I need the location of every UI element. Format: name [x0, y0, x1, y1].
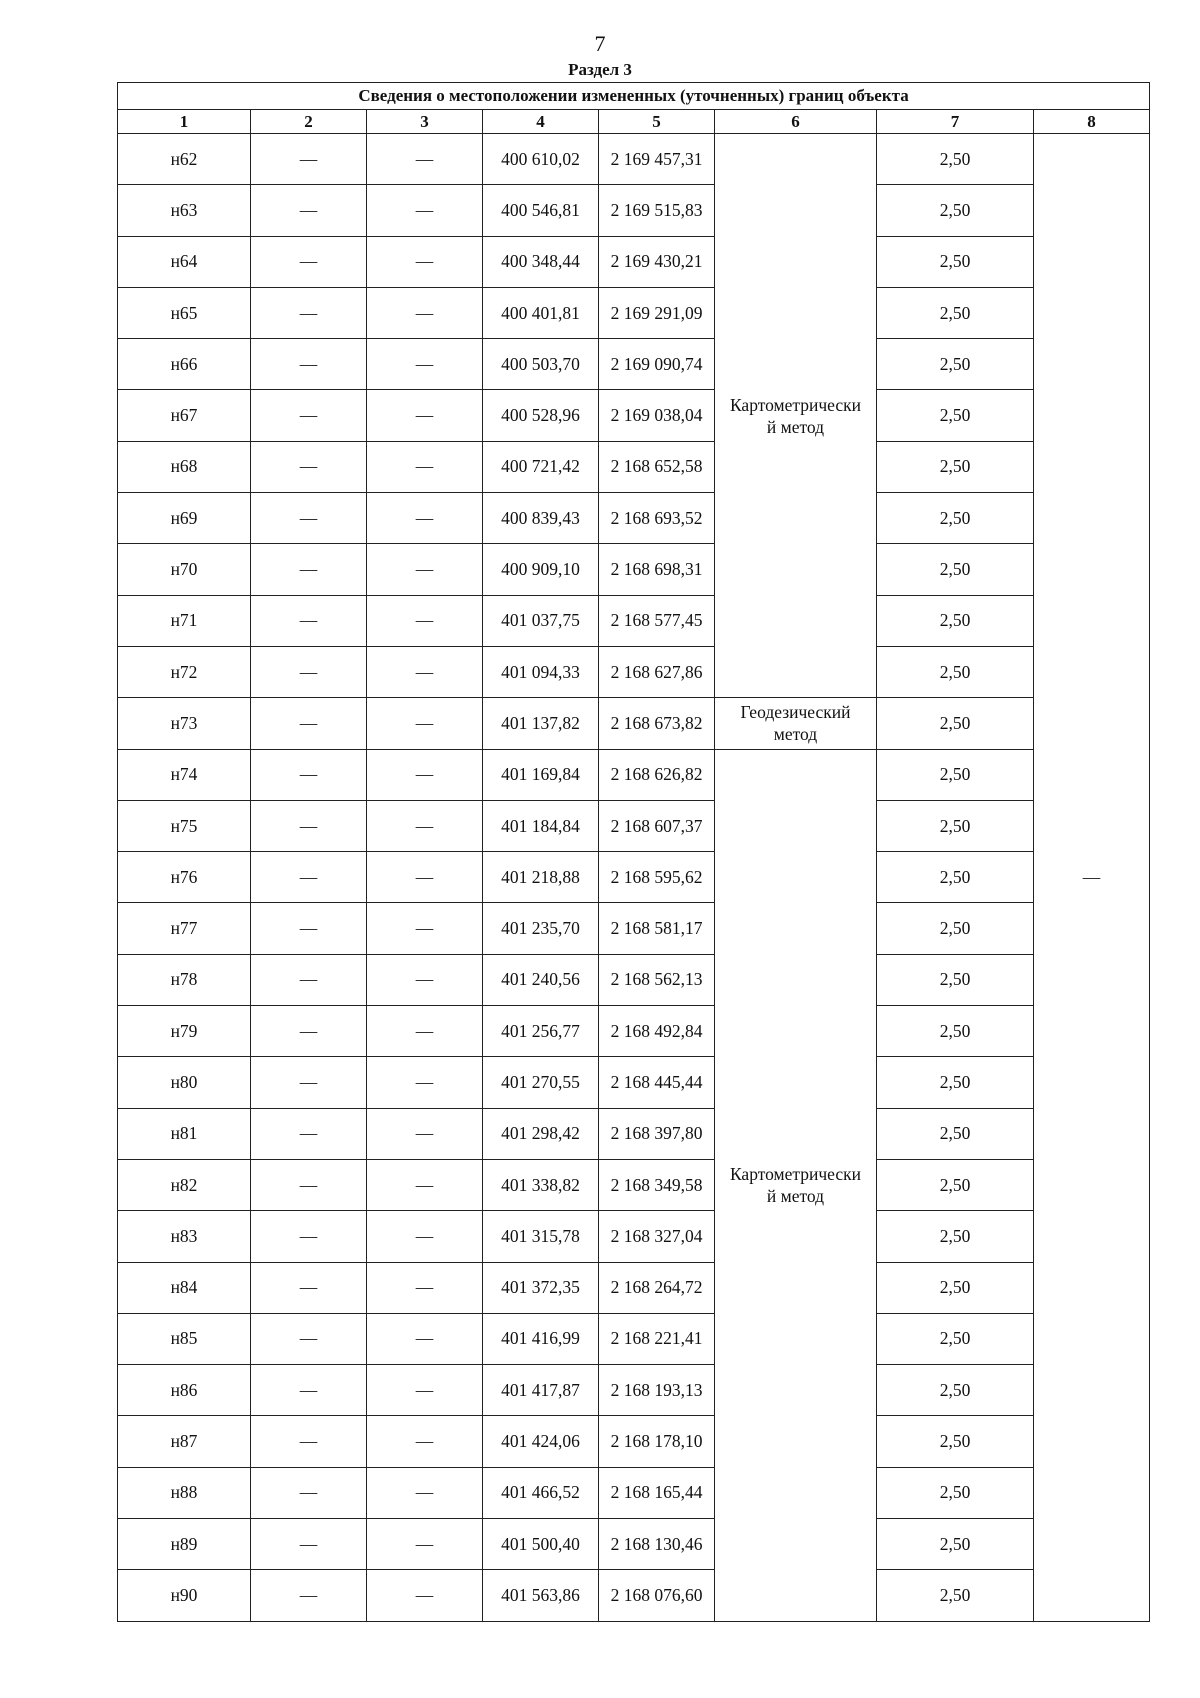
x-coordinate-cell: 400 348,44	[483, 236, 599, 287]
col2-cell: —	[251, 1006, 367, 1057]
point-cell: н71	[118, 595, 251, 646]
col3-cell: —	[367, 390, 483, 441]
accuracy-cell: 2,50	[877, 236, 1034, 287]
x-coordinate-cell: 401 338,82	[483, 1159, 599, 1210]
y-coordinate-cell: 2 169 038,04	[599, 390, 715, 441]
accuracy-cell: 2,50	[877, 1262, 1034, 1313]
col3-cell: —	[367, 441, 483, 492]
x-coordinate-cell: 400 546,81	[483, 185, 599, 236]
point-cell: н66	[118, 339, 251, 390]
column-header-1: 1	[118, 110, 251, 134]
table-row	[118, 493, 1150, 544]
col3-cell: —	[367, 954, 483, 1005]
accuracy-cell: 2,50	[877, 852, 1034, 903]
col3-cell: —	[367, 1262, 483, 1313]
point-cell: н84	[118, 1262, 251, 1313]
col2-cell: —	[251, 390, 367, 441]
point-cell: н85	[118, 1313, 251, 1364]
y-coordinate-cell: 2 169 457,31	[599, 134, 715, 185]
x-coordinate-cell: 400 528,96	[483, 390, 599, 441]
point-cell: н69	[118, 493, 251, 544]
x-coordinate-cell: 401 563,86	[483, 1570, 599, 1621]
x-coordinate-cell: 401 169,84	[483, 749, 599, 800]
table-row	[118, 134, 1150, 185]
y-coordinate-cell: 2 168 626,82	[599, 749, 715, 800]
table-row	[118, 1519, 1150, 1570]
accuracy-cell: 2,50	[877, 595, 1034, 646]
x-coordinate-cell: 401 137,82	[483, 698, 599, 749]
table-row	[118, 1006, 1150, 1057]
table-row	[118, 1416, 1150, 1467]
column-header-2: 2	[251, 110, 367, 134]
point-cell: н64	[118, 236, 251, 287]
column-header-3: 3	[367, 110, 483, 134]
accuracy-cell: 2,50	[877, 1365, 1034, 1416]
accuracy-cell: 2,50	[877, 134, 1034, 185]
x-coordinate-cell: 401 235,70	[483, 903, 599, 954]
col3-cell: —	[367, 287, 483, 338]
point-cell: н63	[118, 185, 251, 236]
y-coordinate-cell: 2 169 515,83	[599, 185, 715, 236]
x-coordinate-cell: 400 610,02	[483, 134, 599, 185]
column-header-6: 6	[715, 110, 877, 134]
point-cell: н79	[118, 1006, 251, 1057]
column-header-8: 8	[1034, 110, 1150, 134]
point-cell: н89	[118, 1519, 251, 1570]
col3-cell: —	[367, 852, 483, 903]
col2-cell: —	[251, 1467, 367, 1518]
col3-cell: —	[367, 749, 483, 800]
point-cell: н78	[118, 954, 251, 1005]
col2-cell: —	[251, 134, 367, 185]
col2-cell: —	[251, 1159, 367, 1210]
x-coordinate-cell: 401 037,75	[483, 595, 599, 646]
col2-cell: —	[251, 339, 367, 390]
y-coordinate-cell: 2 168 673,82	[599, 698, 715, 749]
section-title: Раздел 3	[568, 60, 632, 79]
accuracy-cell: 2,50	[877, 339, 1034, 390]
col2-cell: —	[251, 595, 367, 646]
col2-cell: —	[251, 236, 367, 287]
col2-cell: —	[251, 1211, 367, 1262]
x-coordinate-cell: 401 256,77	[483, 1006, 599, 1057]
table-caption: Сведения о местоположении измененных (уточненных) границ объекта	[118, 83, 1150, 110]
col3-cell: —	[367, 493, 483, 544]
col2-cell: —	[251, 1108, 367, 1159]
y-coordinate-cell: 2 169 291,09	[599, 287, 715, 338]
table-row	[118, 1108, 1150, 1159]
col3-cell: —	[367, 1570, 483, 1621]
table-row	[118, 390, 1150, 441]
table-row	[118, 749, 1150, 800]
table-row	[118, 1057, 1150, 1108]
point-cell: н77	[118, 903, 251, 954]
col2-cell: —	[251, 441, 367, 492]
method-cell: Картометрически й метод	[715, 749, 877, 1621]
y-coordinate-cell: 2 168 577,45	[599, 595, 715, 646]
y-coordinate-cell: 2 169 090,74	[599, 339, 715, 390]
y-coordinate-cell: 2 168 492,84	[599, 1006, 715, 1057]
y-coordinate-cell: 2 168 627,86	[599, 646, 715, 697]
accuracy-cell: 2,50	[877, 903, 1034, 954]
table-row	[118, 1365, 1150, 1416]
x-coordinate-cell: 401 218,88	[483, 852, 599, 903]
col2-cell: —	[251, 287, 367, 338]
point-cell: н72	[118, 646, 251, 697]
method-cell: Картометрически й метод	[715, 134, 877, 698]
y-coordinate-cell: 2 168 562,13	[599, 954, 715, 1005]
x-coordinate-cell: 401 184,84	[483, 800, 599, 851]
col3-cell: —	[367, 1057, 483, 1108]
accuracy-cell: 2,50	[877, 749, 1034, 800]
col2-cell: —	[251, 800, 367, 851]
col2-cell: —	[251, 493, 367, 544]
table-row	[118, 1159, 1150, 1210]
y-coordinate-cell: 2 168 581,17	[599, 903, 715, 954]
point-cell: н68	[118, 441, 251, 492]
point-cell: н82	[118, 1159, 251, 1210]
y-coordinate-cell: 2 168 397,80	[599, 1108, 715, 1159]
point-cell: н75	[118, 800, 251, 851]
x-coordinate-cell: 401 417,87	[483, 1365, 599, 1416]
x-coordinate-cell: 400 503,70	[483, 339, 599, 390]
point-cell: н86	[118, 1365, 251, 1416]
x-coordinate-cell: 400 839,43	[483, 493, 599, 544]
col3-cell: —	[367, 1006, 483, 1057]
x-coordinate-cell: 401 315,78	[483, 1211, 599, 1262]
page-number: 7	[594, 31, 606, 56]
col3-cell: —	[367, 1159, 483, 1210]
table-row	[118, 1570, 1150, 1621]
y-coordinate-cell: 2 168 349,58	[599, 1159, 715, 1210]
accuracy-cell: 2,50	[877, 1313, 1034, 1364]
y-coordinate-cell: 2 168 130,46	[599, 1519, 715, 1570]
point-cell: н73	[118, 698, 251, 749]
table-row	[118, 698, 1150, 749]
table-row	[118, 1467, 1150, 1518]
col2-cell: —	[251, 185, 367, 236]
table-row	[118, 800, 1150, 851]
accuracy-cell: 2,50	[877, 185, 1034, 236]
table-row	[118, 954, 1150, 1005]
col3-cell: —	[367, 1519, 483, 1570]
col2-cell: —	[251, 1570, 367, 1621]
col2-cell: —	[251, 903, 367, 954]
table-row	[118, 1313, 1150, 1364]
coordinates-table	[117, 82, 1150, 1622]
col3-cell: —	[367, 134, 483, 185]
y-coordinate-cell: 2 168 327,04	[599, 1211, 715, 1262]
table-row	[118, 646, 1150, 697]
point-cell: н70	[118, 544, 251, 595]
col3-cell: —	[367, 1313, 483, 1364]
table-row	[118, 185, 1150, 236]
accuracy-cell: 2,50	[877, 1570, 1034, 1621]
y-coordinate-cell: 2 168 652,58	[599, 441, 715, 492]
table-row	[118, 236, 1150, 287]
col2-cell: —	[251, 1262, 367, 1313]
y-coordinate-cell: 2 168 221,41	[599, 1313, 715, 1364]
accuracy-cell: 2,50	[877, 800, 1034, 851]
point-cell: н62	[118, 134, 251, 185]
accuracy-cell: 2,50	[877, 1006, 1034, 1057]
col3-cell: —	[367, 544, 483, 595]
col2-cell: —	[251, 1519, 367, 1570]
method-cell: Геодезический метод	[715, 698, 877, 749]
accuracy-cell: 2,50	[877, 698, 1034, 749]
point-cell: н87	[118, 1416, 251, 1467]
x-coordinate-cell: 401 270,55	[483, 1057, 599, 1108]
table-row	[118, 852, 1150, 903]
x-coordinate-cell: 401 372,35	[483, 1262, 599, 1313]
point-cell: н90	[118, 1570, 251, 1621]
x-coordinate-cell: 401 240,56	[483, 954, 599, 1005]
x-coordinate-cell: 401 094,33	[483, 646, 599, 697]
accuracy-cell: 2,50	[877, 493, 1034, 544]
col2-cell: —	[251, 1416, 367, 1467]
x-coordinate-cell: 401 466,52	[483, 1467, 599, 1518]
accuracy-cell: 2,50	[877, 1108, 1034, 1159]
point-cell: н76	[118, 852, 251, 903]
col3-cell: —	[367, 1365, 483, 1416]
col3-cell: —	[367, 903, 483, 954]
y-coordinate-cell: 2 168 264,72	[599, 1262, 715, 1313]
col3-cell: —	[367, 1416, 483, 1467]
accuracy-cell: 2,50	[877, 1467, 1034, 1518]
point-cell: н88	[118, 1467, 251, 1518]
col2-cell: —	[251, 1057, 367, 1108]
col2-cell: —	[251, 954, 367, 1005]
column-header-5: 5	[599, 110, 715, 134]
y-coordinate-cell: 2 168 698,31	[599, 544, 715, 595]
table-row	[118, 595, 1150, 646]
col3-cell: —	[367, 185, 483, 236]
col3-cell: —	[367, 698, 483, 749]
table-row	[118, 287, 1150, 338]
col3-cell: —	[367, 1467, 483, 1518]
col3-cell: —	[367, 646, 483, 697]
y-coordinate-cell: 2 168 165,44	[599, 1467, 715, 1518]
accuracy-cell: 2,50	[877, 954, 1034, 1005]
col2-cell: —	[251, 852, 367, 903]
y-coordinate-cell: 2 168 607,37	[599, 800, 715, 851]
accuracy-cell: 2,50	[877, 1057, 1034, 1108]
point-cell: н80	[118, 1057, 251, 1108]
x-coordinate-cell: 401 424,06	[483, 1416, 599, 1467]
y-coordinate-cell: 2 168 076,60	[599, 1570, 715, 1621]
table-row	[118, 903, 1150, 954]
col2-cell: —	[251, 1365, 367, 1416]
x-coordinate-cell: 401 298,42	[483, 1108, 599, 1159]
col3-cell: —	[367, 1108, 483, 1159]
table-row	[118, 1262, 1150, 1313]
accuracy-cell: 2,50	[877, 544, 1034, 595]
point-cell: н74	[118, 749, 251, 800]
col2-cell: —	[251, 749, 367, 800]
col3-cell: —	[367, 1211, 483, 1262]
y-coordinate-cell: 2 168 193,13	[599, 1365, 715, 1416]
point-cell: н81	[118, 1108, 251, 1159]
accuracy-cell: 2,50	[877, 1211, 1034, 1262]
column-header-7: 7	[877, 110, 1034, 134]
x-coordinate-cell: 401 500,40	[483, 1519, 599, 1570]
table-row	[118, 544, 1150, 595]
x-coordinate-cell: 400 721,42	[483, 441, 599, 492]
col3-cell: —	[367, 595, 483, 646]
y-coordinate-cell: 2 168 595,62	[599, 852, 715, 903]
x-coordinate-cell: 400 909,10	[483, 544, 599, 595]
point-cell: н83	[118, 1211, 251, 1262]
accuracy-cell: 2,50	[877, 1159, 1034, 1210]
column-header-4: 4	[483, 110, 599, 134]
y-coordinate-cell: 2 168 693,52	[599, 493, 715, 544]
y-coordinate-cell: 2 169 430,21	[599, 236, 715, 287]
accuracy-cell: 2,50	[877, 390, 1034, 441]
point-cell: н65	[118, 287, 251, 338]
col3-cell: —	[367, 800, 483, 851]
col2-cell: —	[251, 698, 367, 749]
accuracy-cell: 2,50	[877, 1416, 1034, 1467]
y-coordinate-cell: 2 168 445,44	[599, 1057, 715, 1108]
col2-cell: —	[251, 1313, 367, 1364]
x-coordinate-cell: 401 416,99	[483, 1313, 599, 1364]
col3-cell: —	[367, 236, 483, 287]
accuracy-cell: 2,50	[877, 287, 1034, 338]
accuracy-cell: 2,50	[877, 441, 1034, 492]
col2-cell: —	[251, 646, 367, 697]
x-coordinate-cell: 400 401,81	[483, 287, 599, 338]
y-coordinate-cell: 2 168 178,10	[599, 1416, 715, 1467]
accuracy-cell: 2,50	[877, 1519, 1034, 1570]
accuracy-cell: 2,50	[877, 646, 1034, 697]
table-row	[118, 339, 1150, 390]
col8-cell: —	[1034, 134, 1150, 1622]
point-cell: н67	[118, 390, 251, 441]
col2-cell: —	[251, 544, 367, 595]
col3-cell: —	[367, 339, 483, 390]
table-row	[118, 441, 1150, 492]
table-row	[118, 1211, 1150, 1262]
